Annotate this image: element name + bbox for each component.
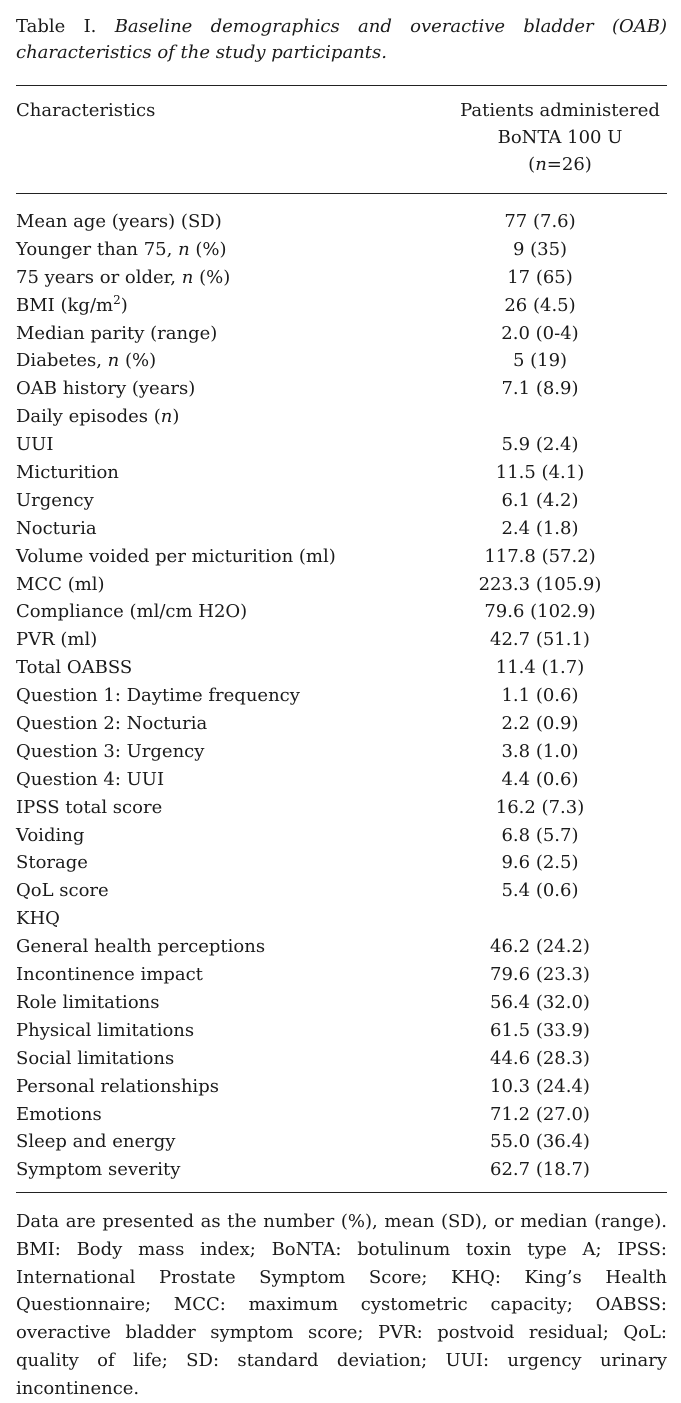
row-value: 46.2 (24.2) xyxy=(490,936,590,958)
row-label xyxy=(16,208,436,236)
row-label-text: Physical limitations xyxy=(16,1019,195,1041)
n-pre: ( xyxy=(528,154,536,175)
row-label xyxy=(16,571,436,599)
row-label xyxy=(16,347,436,375)
row-label xyxy=(16,877,436,905)
row-label-text: Question 3: Urgency xyxy=(16,740,205,762)
row-value: 2.0 (0-4) xyxy=(501,322,579,344)
table-bottom-rule xyxy=(16,1192,667,1193)
row-value: 6.1 (4.2) xyxy=(501,489,579,511)
row-label-italic: n xyxy=(107,350,120,372)
row-value: 9.6 (2.5) xyxy=(501,852,579,874)
row-value: 9 (35) xyxy=(512,238,568,260)
row-label-text: 75 years or older, xyxy=(16,266,182,288)
table-caption xyxy=(16,14,667,66)
table-row xyxy=(16,822,667,850)
row-label xyxy=(16,905,436,933)
table-row xyxy=(16,1045,667,1073)
row-label-text: Question 4: UUI xyxy=(16,768,165,790)
row-value: 55.0 (36.4) xyxy=(490,1131,590,1153)
table-row xyxy=(16,682,667,710)
table-row xyxy=(16,571,667,599)
table-row xyxy=(16,1073,667,1101)
row-label-text: Mean age (years) (SD) xyxy=(16,211,222,232)
column-header-patients-line2: BoNTA 100 U xyxy=(497,127,623,148)
row-label-text: Voiding xyxy=(16,824,85,846)
table-row xyxy=(16,459,667,487)
row-label-text: OAB history (years) xyxy=(16,378,196,400)
row-value: 1.1 (0.6) xyxy=(501,685,579,707)
row-value: 61.5 (33.9) xyxy=(490,1019,590,1041)
row-value: 2.4 (1.8) xyxy=(501,517,579,539)
table-row xyxy=(16,654,667,682)
table-row xyxy=(16,598,667,626)
row-label-text: Personal relationships xyxy=(16,1075,219,1097)
row-label xyxy=(16,515,436,543)
row-value: 11.4 (1.7) xyxy=(495,657,585,679)
table-header-rule xyxy=(16,193,667,194)
row-label-text: Urgency xyxy=(16,489,94,511)
table-row xyxy=(16,347,667,375)
row-label-text: Question 1: Daytime frequency xyxy=(16,685,300,707)
row-label xyxy=(16,375,436,403)
row-label-superscript: 2 xyxy=(113,292,121,307)
table-footnote xyxy=(16,1208,667,1403)
row-label xyxy=(16,1073,436,1101)
table-row xyxy=(16,766,667,794)
row-value: 117.8 (57.2) xyxy=(484,545,596,567)
row-value: 6.8 (5.7) xyxy=(501,824,579,846)
row-label xyxy=(16,543,436,571)
row-value: 10.3 (24.4) xyxy=(490,1075,590,1097)
table-row xyxy=(16,626,667,654)
row-label xyxy=(16,403,436,431)
row-value: 79.6 (23.3) xyxy=(490,964,590,986)
row-label xyxy=(16,1101,436,1129)
table-row xyxy=(16,1017,667,1045)
table-caption-label: Table I. xyxy=(16,16,97,37)
row-label-suffix: ) xyxy=(172,406,180,428)
row-label-text: Symptom severity xyxy=(16,1159,181,1181)
row-value: 5.9 (2.4) xyxy=(501,434,579,456)
row-value: 71.2 (27.0) xyxy=(490,1103,590,1125)
row-label-text: KHQ xyxy=(16,908,60,930)
table-body xyxy=(16,208,667,1184)
row-label-text: Role limitations xyxy=(16,991,160,1013)
table-row xyxy=(16,933,667,961)
row-value: 56.4 (32.0) xyxy=(490,991,590,1013)
row-label-suffix: (%) xyxy=(119,350,157,372)
row-label-italic: n xyxy=(181,266,194,288)
table-row xyxy=(16,543,667,571)
row-value: 2.2 (0.9) xyxy=(501,713,579,735)
table-row xyxy=(16,794,667,822)
row-label xyxy=(16,431,436,459)
row-label-text: Total OABSS xyxy=(16,657,133,679)
table-caption-text: Baseline demographics and overactive bladder (OAB) characteristics of the study participants. xyxy=(16,16,667,63)
row-value: 5.4 (0.6) xyxy=(501,880,579,902)
row-value: 79.6 (102.9) xyxy=(484,601,596,623)
row-label-text: PVR (ml) xyxy=(16,629,98,651)
row-value: 11.5 (4.1) xyxy=(495,462,585,484)
row-label xyxy=(16,487,436,515)
table-footnote-text: Data are presented as the number (%), mean (SD), or median (range). BMI: Body mass index; BoNTA: botulinum toxin type A; IPSS: International Prostate Symptom Score; KHQ: King’s Health Questionnaire; MCC: maximum cystometric capacity; OABSS: overactive bladder symptom score; PVR: postvoid residual; QoL: quality of life; SD: standard deviation; UUI: urgency urinary incontinence. xyxy=(16,1211,667,1399)
row-label xyxy=(16,738,436,766)
row-label xyxy=(16,849,436,877)
table-top-rule xyxy=(16,85,667,86)
table-row xyxy=(16,292,667,320)
row-label-suffix: (%) xyxy=(193,266,231,288)
row-label xyxy=(16,682,436,710)
row-value: 7.1 (8.9) xyxy=(501,378,579,400)
row-label-text: Storage xyxy=(16,852,88,874)
row-label-text: IPSS total score xyxy=(16,796,163,818)
table-row xyxy=(16,375,667,403)
row-label-text: BMI (kg/m xyxy=(16,294,114,316)
table-row xyxy=(16,877,667,905)
row-label xyxy=(16,264,436,292)
row-value: 42.7 (51.1) xyxy=(490,629,590,651)
table-row xyxy=(16,403,667,431)
column-header-patients-line1: Patients administered xyxy=(460,100,660,121)
row-label xyxy=(16,598,436,626)
row-label-text: QoL score xyxy=(16,880,109,902)
table-row xyxy=(16,905,667,933)
row-value: 5 (19) xyxy=(512,350,568,372)
n-italic: n xyxy=(535,154,547,175)
row-label xyxy=(16,320,436,348)
row-label-text: Compliance (ml/cm H2O) xyxy=(16,601,248,623)
row-value xyxy=(420,905,660,933)
row-label-text: Micturition xyxy=(16,462,119,484)
table-row xyxy=(16,264,667,292)
table-row xyxy=(16,1128,667,1156)
row-label-text: MCC (ml) xyxy=(16,573,105,595)
row-label-text: UUI xyxy=(16,434,54,456)
row-label xyxy=(16,794,436,822)
row-value: 16.2 (7.3) xyxy=(495,796,585,818)
row-label xyxy=(16,1017,436,1045)
row-value: 44.6 (28.3) xyxy=(490,1047,590,1069)
row-label xyxy=(16,710,436,738)
row-label xyxy=(16,654,436,682)
table-row xyxy=(16,236,667,264)
row-label-text: Question 2: Nocturia xyxy=(16,713,208,735)
table-row xyxy=(16,710,667,738)
column-header-patients xyxy=(440,97,680,178)
row-label-italic: n xyxy=(178,238,190,260)
row-label-suffix: ) xyxy=(120,294,128,316)
column-header-characteristics: Characteristics xyxy=(16,100,156,121)
row-label-text: Sleep and energy xyxy=(16,1131,176,1153)
row-label xyxy=(16,459,436,487)
row-label-italic: n xyxy=(160,406,173,428)
table-row xyxy=(16,320,667,348)
row-value: 77 (7.6) xyxy=(504,211,576,232)
table-row xyxy=(16,738,667,766)
table-row xyxy=(16,515,667,543)
row-value: 223.3 (105.9) xyxy=(478,573,602,595)
table-row xyxy=(16,487,667,515)
row-label-suffix: (%) xyxy=(189,238,227,260)
row-value: 26 (4.5) xyxy=(504,294,576,316)
table-row xyxy=(16,1156,667,1184)
table-row xyxy=(16,989,667,1017)
row-label-text: Incontinence impact xyxy=(16,964,203,986)
row-label xyxy=(16,1156,436,1184)
table-row xyxy=(16,431,667,459)
row-label xyxy=(16,961,436,989)
row-label-text: Diabetes, xyxy=(16,350,108,372)
row-value xyxy=(420,403,660,431)
table-row xyxy=(16,1101,667,1129)
row-value: 62.7 (18.7) xyxy=(490,1159,590,1181)
row-label xyxy=(16,766,436,794)
row-label-text: Social limitations xyxy=(16,1047,175,1069)
row-label-text: Median parity (range) xyxy=(16,322,218,344)
row-label-text: Emotions xyxy=(16,1103,102,1125)
row-value: 3.8 (1.0) xyxy=(501,740,579,762)
row-value: 4.4 (0.6) xyxy=(501,768,579,790)
row-label xyxy=(16,236,436,264)
row-label xyxy=(16,933,436,961)
row-label xyxy=(16,626,436,654)
row-label xyxy=(16,292,436,320)
table-row xyxy=(16,849,667,877)
table-row xyxy=(16,961,667,989)
table-row xyxy=(16,208,667,236)
row-label-text: Nocturia xyxy=(16,517,97,539)
row-label xyxy=(16,822,436,850)
row-label-text: Daily episodes ( xyxy=(16,406,161,428)
row-label-text: Volume voided per micturition (ml) xyxy=(16,545,336,567)
column-header-patients-n xyxy=(440,151,680,178)
row-label-text: Younger than 75, xyxy=(16,238,179,260)
row-label xyxy=(16,1128,436,1156)
row-label xyxy=(16,989,436,1017)
n-post: =26) xyxy=(546,154,592,175)
row-label-text: General health perceptions xyxy=(16,936,266,958)
row-label xyxy=(16,1045,436,1073)
row-value: 17 (65) xyxy=(507,266,573,288)
